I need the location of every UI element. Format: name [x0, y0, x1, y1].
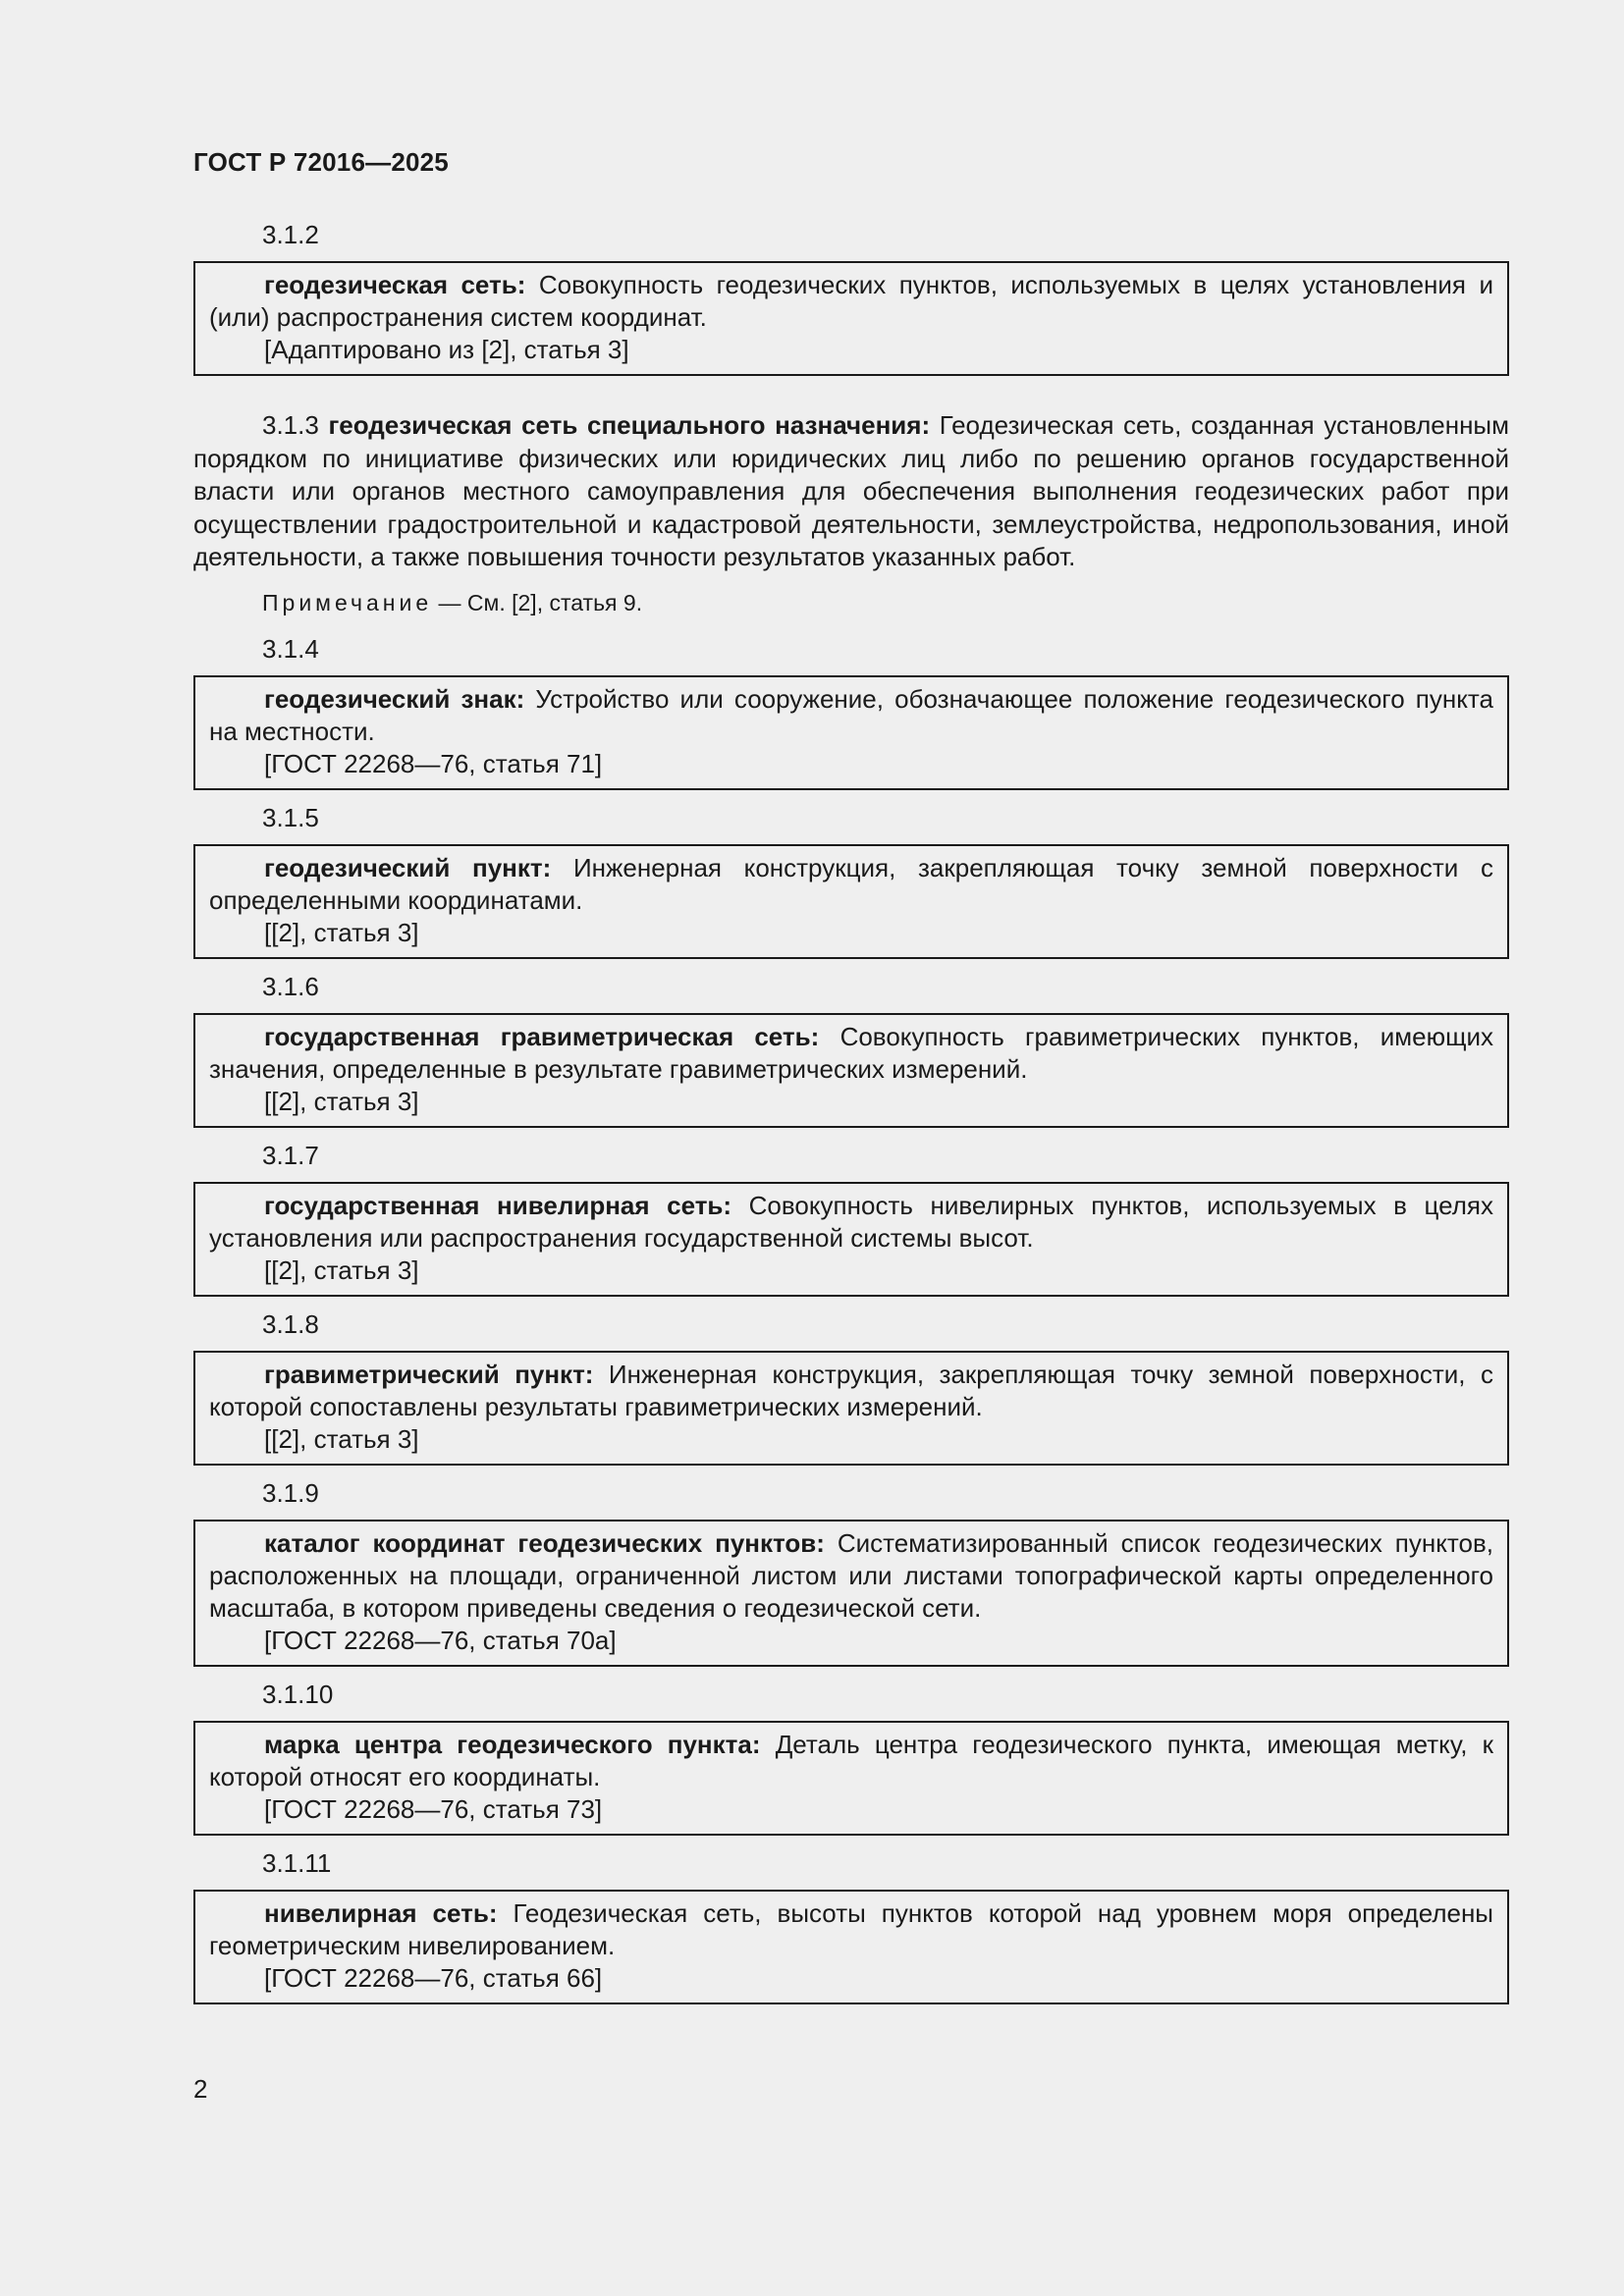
definition: Систематизированный список геодезических пунктов, расположенных на площади, ограниченной листом или листами топографической карты определенного масштаба, в котором приведены сведения о геодезической сети.: [209, 1527, 1493, 1623]
entry-number: 3.1.3: [262, 410, 319, 440]
source-reference: [Адаптировано из [2], статья 3]: [264, 335, 629, 364]
note-label: Примечание: [262, 589, 433, 615]
source-reference: [ГОСТ 22268—76, статья 73]: [264, 1793, 603, 1824]
definition-box: [193, 1890, 1509, 2004]
definition-text: [209, 1527, 1493, 1625]
definition: Геодезическая сеть, созданная установленным порядком по инициативе физических или юридических лиц либо по решению органов государственной власти или органов местного самоуправления для обеспечения выполнения геодезических работ при осуществлении градостроительной и кадастровой деятельности, землеустройства, недропользования, иной деятельности, а также повышения точности результатов указанных работ.: [193, 410, 1509, 571]
term: нивелирная сеть:: [264, 1897, 498, 1928]
source-reference: [ГОСТ 22268—76, статья 66]: [264, 1962, 603, 1993]
term: геодезическая сеть:: [264, 270, 526, 299]
note: [193, 588, 1509, 617]
definition-text: [209, 1897, 1493, 1962]
definition: Геодезическая сеть, высоты пунктов которой над уровнем моря определены геометрическим нивелированием.: [209, 1897, 1493, 1960]
document-standard-title: ГОСТ Р 72016—2025: [193, 147, 449, 177]
term: гравиметрический пункт:: [264, 1359, 594, 1389]
definition-box: [193, 1182, 1509, 1297]
source-reference: [ГОСТ 22268—76, статья 71]: [264, 748, 603, 778]
definition: Инженерная конструкция, закрепляющая точку земной поверхности, с которой сопоставлены результаты гравиметрических измерений.: [209, 1359, 1493, 1421]
definition-box: [193, 1721, 1509, 1836]
definition-text: [209, 1359, 1493, 1423]
definition-text: [209, 1729, 1493, 1793]
definition-box: [193, 1013, 1509, 1128]
definition-box: [193, 1351, 1509, 1466]
definition: Совокупность нивелирных пунктов, используемых в целях установления или распространения государственной системы высот.: [209, 1190, 1493, 1253]
term: государственная гравиметрическая сеть:: [264, 1021, 820, 1051]
note-text: — См. [2], статья 9.: [438, 589, 643, 615]
term: геодезический знак:: [264, 683, 525, 714]
definition-box: [193, 1520, 1509, 1667]
definition-text: [209, 852, 1493, 917]
entry-number: 3.1.5: [262, 802, 319, 832]
entry-number: 3.1.8: [262, 1308, 319, 1339]
entry-number: 3.1.4: [262, 633, 319, 664]
definition-text: [209, 269, 1493, 334]
source-reference: [[2], статья 3]: [264, 917, 419, 947]
entry-number: 3.1.10: [262, 1679, 334, 1709]
term: геодезический пункт:: [264, 852, 552, 882]
definition-text: [209, 1021, 1493, 1086]
source-reference: [ГОСТ 22268—76, статья 70а]: [264, 1625, 617, 1655]
definition-text: [209, 683, 1493, 748]
term: марка центра геодезического пункта:: [264, 1729, 761, 1759]
entry-number: 3.1.7: [262, 1140, 319, 1170]
definition-box: [193, 261, 1509, 376]
definition: Устройство или сооружение, обозначающее положение геодезического пункта на местности.: [209, 683, 1493, 746]
entry-number: 3.1.9: [262, 1477, 319, 1508]
entry-number: 3.1.6: [262, 971, 319, 1001]
page-number: 2: [193, 2074, 208, 2104]
definition: Совокупность гравиметрических пунктов, имеющих значения, определенные в результате гравиметрических измерений.: [209, 1021, 1494, 1084]
definition-box: [193, 844, 1509, 959]
definition: Инженерная конструкция, закрепляющая точку земной поверхности с определенными координатами.: [209, 852, 1493, 915]
term: геодезическая сеть специального назначения:: [328, 410, 931, 440]
definition: Деталь центра геодезического пункта, имеющая метку, к которой относят его координаты.: [209, 1729, 1494, 1791]
definition-box: [193, 675, 1509, 790]
definition-paragraph: [193, 409, 1509, 574]
entry-number: 3.1.2: [262, 220, 319, 249]
source-reference: [[2], статья 3]: [264, 1086, 419, 1116]
definition-text: [209, 1190, 1493, 1255]
source-reference: [[2], статья 3]: [264, 1255, 419, 1285]
source-reference: [[2], статья 3]: [264, 1423, 419, 1454]
definition: Совокупность геодезических пунктов, используемых в целях установления и (или) распространения систем координат.: [209, 270, 1493, 332]
term: каталог координат геодезических пунктов:: [264, 1527, 825, 1558]
term: государственная нивелирная сеть:: [264, 1190, 732, 1220]
document-page: [193, 147, 1509, 2016]
entry-number: 3.1.11: [262, 1847, 332, 1878]
